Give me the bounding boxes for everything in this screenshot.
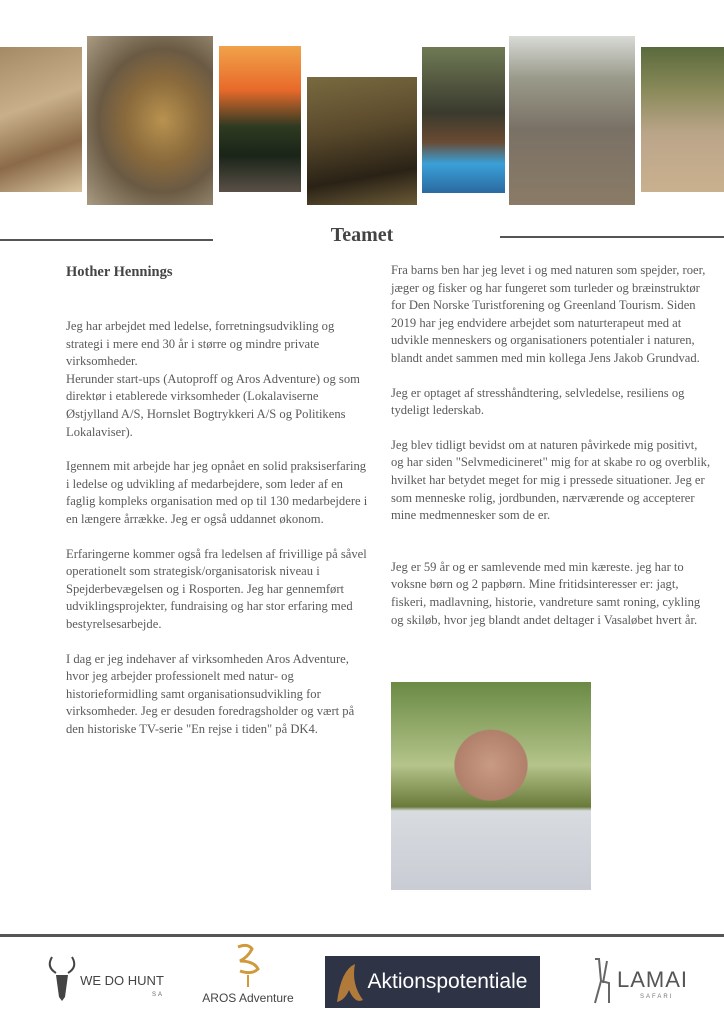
paragraph: Igennem mit arbejde har jeg opnået en solid praksiserfaring i ledelse og udvikling af medarbejdere, som leder af en faglig kompleks organisation med op til 130 medarbejdere i en længere årrække. Jeg er også uddannet økonom. <box>66 459 368 526</box>
logo-aros-adventure <box>200 940 296 1008</box>
person-name: Hother Hennings <box>66 264 173 280</box>
left-column <box>66 318 371 755</box>
photo-sunset <box>219 46 301 192</box>
paragraph: Jeg er 59 år og er samlevende med min kæreste. jeg har to voksne børn og 2 papbørn. Mine fritidsinteresser er: jagt, fiskeri, madlavning, historie, vandreture samt roning, cykling og skiløb, hvor jeg blandt andet deltager i Vasaløbet hvert år. <box>391 559 701 627</box>
logo-text: Aktionspotentiale <box>367 970 528 993</box>
bird-icon <box>228 943 268 989</box>
logo-subtext: SAFARI <box>640 994 674 1000</box>
right-column <box>391 262 711 646</box>
photo-leopard <box>87 36 213 205</box>
logo-text: WE DO HUNT <box>80 972 164 988</box>
photo-wild-dog <box>641 47 724 192</box>
logo-text: AROS Adventure <box>202 991 294 1005</box>
kudu-icon <box>44 955 80 1005</box>
logo-subtext: SA <box>151 992 164 998</box>
logo-we-do-hunt <box>44 952 164 1008</box>
giraffe-icon <box>587 955 617 1005</box>
footer-rule <box>0 934 724 937</box>
photo-buffalo <box>307 77 417 205</box>
paragraph-text: Jeg har arbejdet med ledelse, forretningsudvikling og strategi i mere end 30 år i større og mindre private virksomheder. <box>66 319 335 369</box>
logo-text: LAMAI <box>616 967 689 992</box>
paragraph-text: Herunder start-ups (Autoproff og Aros Adventure) og som direktør i etablerede virksomheder (Lokalaviserne Østjylland A/S, Hornslet Bogtrykkeri A/S og Politikens Lokalaviser). <box>66 371 360 439</box>
paragraph <box>66 318 371 441</box>
photo-lodge-pool <box>422 47 505 193</box>
lung-icon <box>333 960 367 1004</box>
paragraph: Jeg blev tidligt bevidst om at naturen påvirkede mig positivt, og har siden "Selvmedicineret" mig for at skabe ro og overblik, hvilket har betydet meget for mig i pressede situationer. Jeg er som menneske rolig, jordbunden, nærværende og accepterer mine medmennesker som de er. <box>391 437 711 523</box>
paragraph: Fra barns ben har jeg levet i og med naturen som spejder, roer, jæger og fisker og har fungeret som turleder og bræinstruktør for Den Norske Turistforening og Greenland Tourism. Siden 2019 har jeg endvidere arbejdet som naturterapeut med at udvikle menneskers og organisationers potentialer i naturen, blandt andet sammen med min kollega Jens Jakob Grundvad. <box>391 263 706 365</box>
portrait-photo <box>391 682 591 890</box>
page-title: Teamet <box>330 224 394 246</box>
paragraph: Jeg er optaget af stresshåndtering, selvledelse, resiliens og tydeligt lederskab. <box>391 385 685 418</box>
logo-aktionspotentiale <box>325 956 540 1008</box>
photo-elephant <box>509 36 635 205</box>
paragraph: Erfaringerne kommer også fra ledelsen af frivillige på såvel operationelt som strategisk/organisatorisk niveau i Spejderbevægelsen og i Rosporten. Jeg har gennemført udviklingsprojekter, fundraising og har stor erfaring med bestyrelsesarbejde. <box>66 546 367 631</box>
paragraph: I dag er jeg indehaver af virksomheden Aros Adventure, hvor jeg arbejder professionelt med natur- og historieformidling samt organisationsudvikling for virksomheder. Jeg er desuden foredragsholder og vært på den historiske TV-serie "En rejse i tiden" på DK4. <box>66 651 355 736</box>
photo-kudu <box>0 47 82 192</box>
logo-lamai-safari <box>580 952 695 1008</box>
